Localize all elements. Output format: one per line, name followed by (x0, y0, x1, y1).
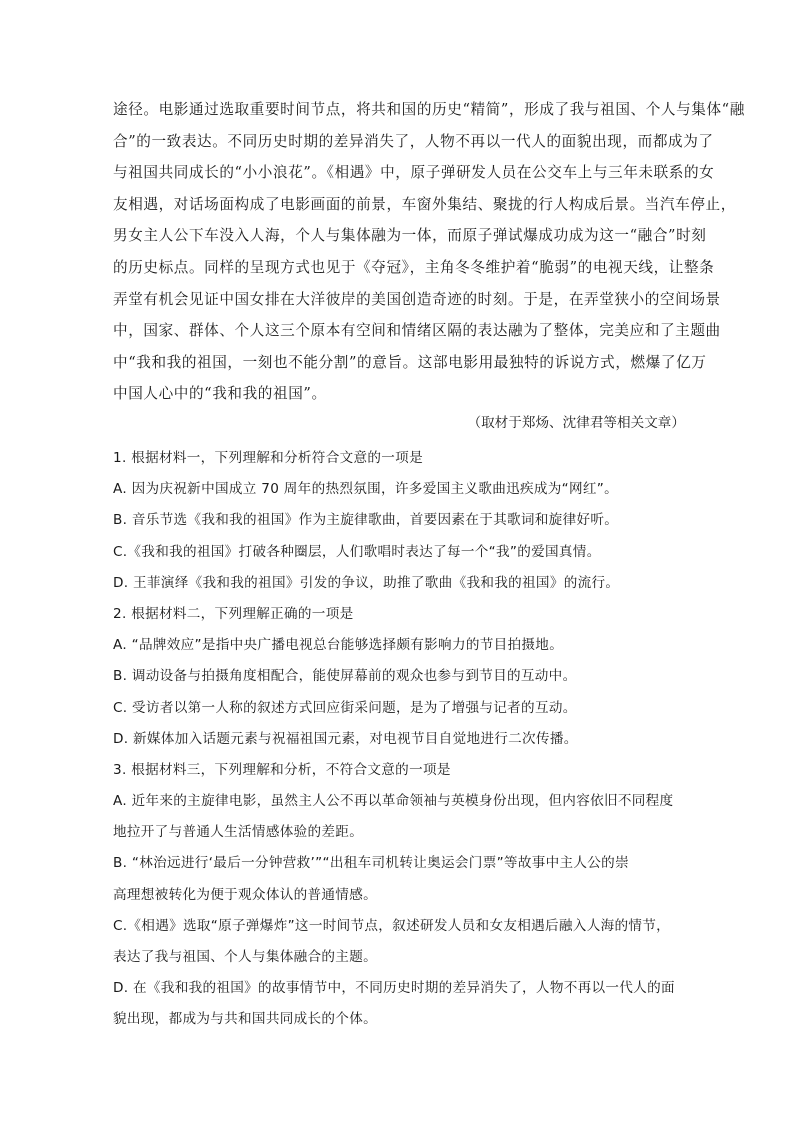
source-attribution: （取材于郑炀、沈律君等相关文章） (467, 415, 685, 431)
question-2-option-a: A. “品牌效应”是指中央广播电视总台能够选择颇有影响力的节目拍摄地。 (113, 637, 564, 654)
question-1-stem: 1. 根据材料一，下列理解和分析符合文意的一项是 (113, 450, 423, 466)
question-2-option-c: C. 受访者以第一人称的叙述方式回应街采问题，是为了增强与记者的互动。 (113, 699, 577, 716)
question-1-option-a: A. 因为庆祝新中国成立 70 周年的热烈氛围，许多爱国主义歌曲迅疾成为“网红”。 (113, 481, 619, 498)
passage-line: 友相遇，对话场面构成了电影画面的前景，车窗外集结、聚拢的行人构成后景。当汽车停止， (113, 195, 736, 213)
passage-line: 与祖国共同成长的“小小浪花”。《相遇》中，原子弹研发人员在公交车上与三年未联系的女 (113, 164, 715, 182)
question-1-option-c: C.《我和我的祖国》打破各种圈层，人们歌唱时表达了每一个“我”的爱国真情。 (113, 543, 601, 560)
question-3-option-a: A. 近年来的主旋律电影，虽然主人公不再以革命领袖与英模身份出现，但内容依旧不同程度 (113, 793, 674, 810)
passage-line: 中国人心中的“我和我的祖国”。 (113, 385, 327, 403)
question-1-option-d: D. 王菲演绎《我和我的祖国》引发的争议，助推了歌曲《我和我的祖国》的流行。 (113, 574, 620, 591)
question-2-option-d: D. 新媒体加入话题元素与祝福祖国元素，对电视节目自觉地进行二次传播。 (113, 730, 578, 747)
passage-line: 合”的一致表达。不同历史时期的差异消失了，人物不再以一代人的面貌出现，而都成为了 (113, 132, 714, 150)
question-3-option-c-cont: 表达了我与祖国、个人与集体融合的主题。 (113, 949, 377, 965)
question-2-stem: 2. 根据材料二，下列理解正确的一项是 (113, 605, 354, 622)
passage-line: 中“我和我的祖国，一刻也不能分割”的意旨。这部电影用最独特的诉说方式，燃爆了亿万 (113, 353, 707, 371)
material-three-passage (113, 94, 745, 410)
question-3-option-b-cont: 高理想被转化为便于观众体认的普通情感。 (113, 886, 377, 903)
question-3-option-d: D. 在《我和我的祖国》的故事情节中，不同历史时期的差异消失了，人物不再以一代人的面 (113, 980, 675, 997)
question-3-stem: 3. 根据材料三，下列理解和分析，不符合文意的一项是 (113, 761, 451, 778)
passage-line: 男女主人公下车没入人海，个人与集体融为一体，而原子弹试爆成功成为这一“融合”时刻 (113, 227, 707, 245)
passage-line: 的历史标点。同样的呈现方式也见于《夺冠》，主角冬冬维护着“脆弱”的电视天线，让整条 (113, 258, 715, 276)
passage-line: 中，国家、群体、个人这三个原本有空间和情绪区隔的表达融为了整体，完美应和了主题曲 (113, 322, 721, 340)
passage-line: 弄堂有机会见证中国女排在大洋彼岸的美国创造奇迹的时刻。于是，在弄堂狭小的空间场景 (113, 290, 721, 308)
question-3-option-a-cont: 地拉开了与普通人生活情感体验的差距。 (113, 824, 364, 841)
question-2-option-b: B. 调动设备与拍摄角度相配合，能使屏幕前的观众也参与到节目的互动中。 (113, 668, 577, 685)
passage-line: 途径。电影通过选取重要时间节点，将共和国的历史“精简”，形成了我与祖国、个人与集体“融 (113, 101, 745, 118)
question-3-option-d-cont: 貌出现，都成为与共和国共同成长的个体。 (113, 1011, 377, 1028)
question-3-option-c: C.《相遇》选取“原子弹爆炸”这一时间节点，叙述研发人员和女友相遇后融入人海的情节， (113, 917, 671, 934)
question-1-option-b: B. 音乐节选《我和我的祖国》作为主旋律歌曲，首要因素在于其歌词和旋律好听。 (113, 512, 619, 529)
question-3-option-b: B. “林治远进行‘最后一分钟营救’”“出租车司机转让奥运会门票”等故事中主人公的崇 (113, 855, 629, 872)
question-section (113, 443, 693, 1036)
